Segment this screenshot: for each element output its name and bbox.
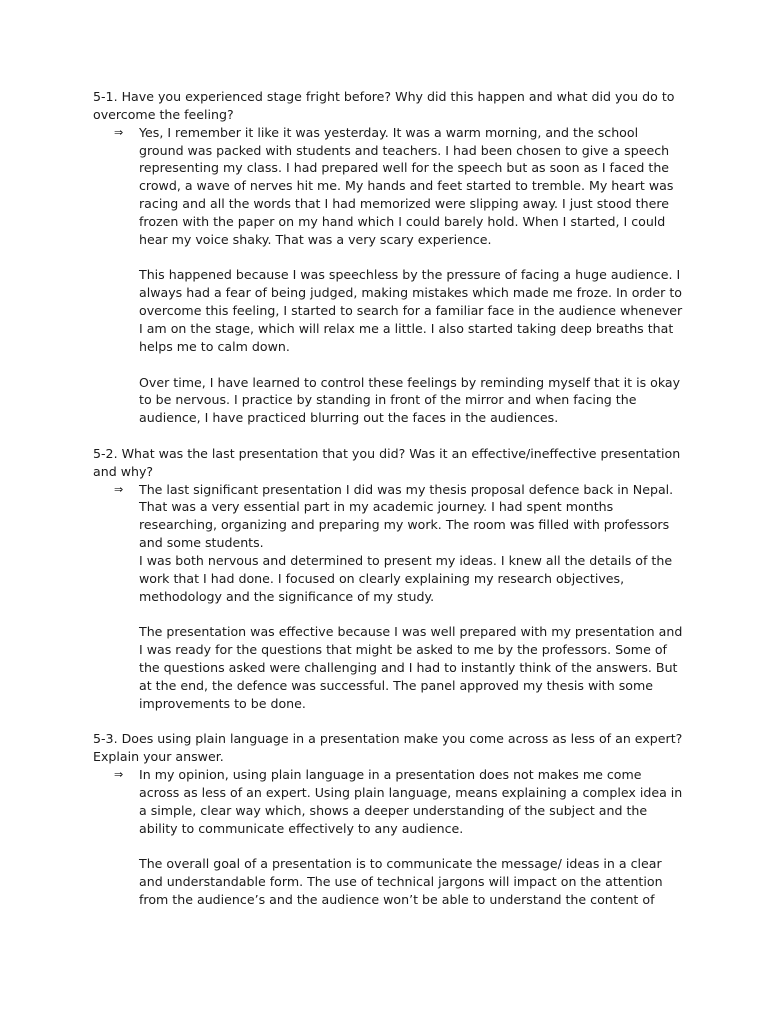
answer-paragraph: The presentation was effective because I was well prepared with my presentation and I was ready for the questions that might be asked to me by the professors. Some of the questions asked were challenging and I had to instantly think of the answers. But at the end, the defence was successful. The panel approved my thesis with some improvements to be done.: [139, 624, 683, 711]
answer-5-3: [93, 766, 683, 909]
answer-paragraph: Over time, I have learned to control these feelings by reminding myself that it is okay to be nervous. I practice by standing in front of the mirror and when facing the audience, I have practiced blurring out the faces in the audiences.: [139, 374, 681, 426]
answer-5-2: [93, 481, 683, 713]
arrow-bullet-icon: ⇒: [114, 768, 124, 782]
question-5-2: 5-2. What was the last presentation that you did? Was it an effective/ineffective presentation and why?: [93, 445, 681, 479]
question-5-3: 5-3. Does using plain language in a presentation make you come across as less of an expert? Explain your answer.: [93, 731, 683, 765]
answer-paragraph: I was both nervous and determined to present my ideas. I knew all the details of the work that I had done. I focused on clearly explaining my research objectives, methodology and the significance of my study.: [139, 552, 673, 604]
answer-paragraph: The last significant presentation I did was my thesis proposal defence back in Nepal. That was a very essential part in my academic journey. I had spent months researching, organizing and preparing my work. The room was filled with professors and some students.: [139, 481, 674, 551]
answer-paragraph: This happened because I was speechless by the pressure of facing a huge audience. I always had a fear of being judged, making mistakes which made me froze. In order to overcome this feeling, I started to search for a familiar face in the audience whenever I am on the stage, which will relax me a little. I also started taking deep breaths that helps me to calm down.: [139, 267, 683, 354]
arrow-bullet-icon: ⇒: [114, 482, 124, 496]
document-page: [93, 88, 683, 909]
question-5-1: 5-1. Have you experienced stage fright before? Why did this happen and what did you do to overcome the feeling?: [93, 89, 675, 122]
answer-5-1: [93, 124, 683, 427]
answer-paragraph: In my opinion, using plain language in a presentation does not makes me come across as less of an expert. Using plain language, means explaining a complex idea in a simple, clear way which, shows a deeper understanding of the subject and the ability to communicate effectively to any audience.: [139, 767, 683, 836]
arrow-bullet-icon: ⇒: [114, 125, 124, 139]
answer-paragraph: The overall goal of a presentation is to communicate the message/ ideas in a clear and understandable form. The use of technical jargons will impact on the attention from the audience’s and the audience won’t be able to understand the content of: [139, 856, 663, 907]
answer-paragraph: Yes, I remember it like it was yesterday. It was a warm morning, and the school ground was packed with students and teachers. I had been chosen to give a speech representing my class. I had prepared well for the speech but as soon as I faced the crowd, a wave of nerves hit me. My hands and feet started to tremble. My heart was racing and all the words that I had memorized were slipping away. I just stood there frozen with the paper on my hand which I could barely hold. When I started, I could hear my voice shaky. That was a very scary experience.: [139, 124, 674, 247]
